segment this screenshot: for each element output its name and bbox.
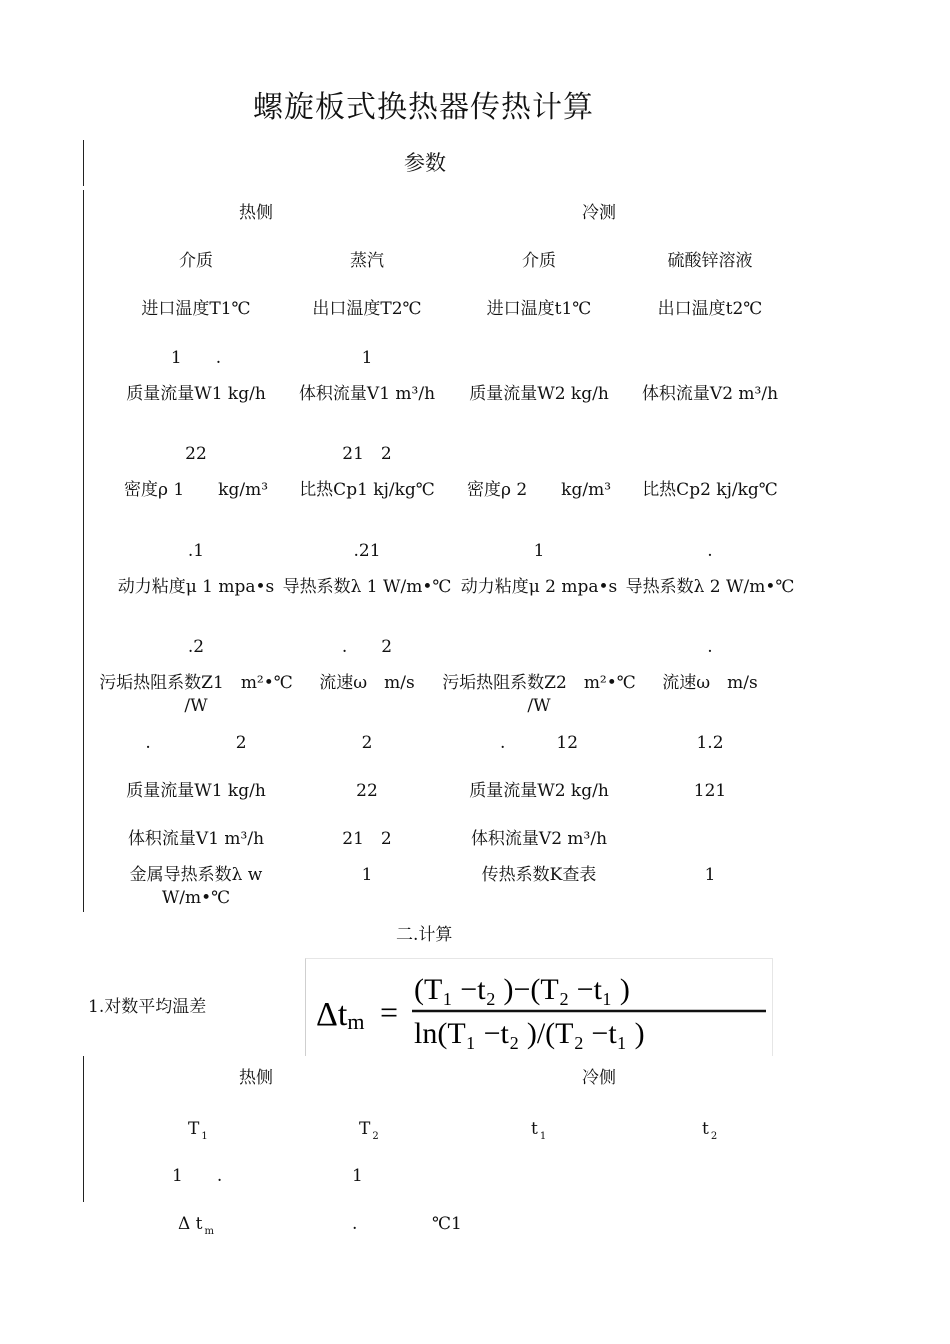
param-cell-r8-c0: .2 bbox=[187, 637, 205, 657]
temp-header-t1: t $_1$ bbox=[531, 1119, 547, 1142]
param-cell-r12-c0: 体积流量V1 m³/h bbox=[127, 829, 265, 849]
param-cell-r9-c0: 污垢热阻系数Z1 m²•℃ /W bbox=[99, 673, 293, 716]
param-cell-r3-c2: 质量流量W2 kg/h bbox=[469, 384, 609, 404]
table-left-border-lower bbox=[83, 1056, 84, 1202]
temp-header-t2: t $_2$ bbox=[702, 1119, 718, 1142]
lmtd-result-value: . bbox=[352, 1214, 358, 1234]
param-cell-r13-c0: 金属导热系数λ w W/m•℃ bbox=[129, 865, 263, 908]
param-cell-r1-c0: 进口温度T1℃ bbox=[141, 299, 251, 319]
hot-side-header: 热侧 bbox=[239, 203, 273, 223]
param-cell-r5-c3: 比热Cp2 kj/kg℃ bbox=[642, 480, 778, 500]
param-cell-r1-c3: 出口温度t2℃ bbox=[657, 299, 763, 319]
param-cell-r5-c2: 密度ρ 2 kg/m³ bbox=[466, 480, 612, 500]
lmtd-result-label: Δ t $_m$ bbox=[178, 1214, 214, 1237]
param-cell-r5-c1: 比热Cp1 kj/kg℃ bbox=[299, 480, 435, 500]
cold-side-header: 冷测 bbox=[582, 203, 616, 223]
formula-denominator: ln(T₁ −t₂ )/(T₂ −t₁ ) bbox=[414, 1017, 645, 1050]
param-cell-r11-c0: 质量流量W1 kg/h bbox=[126, 781, 266, 801]
param-cell-r0-c0: 介质 bbox=[179, 251, 213, 271]
param-cell-r0-c1: 蒸汽 bbox=[350, 251, 384, 271]
param-cell-r1-c1: 出口温度T2℃ bbox=[312, 299, 422, 319]
param-cell-r13-c2: 传热系数K查表 bbox=[481, 865, 597, 885]
param-cell-r7-c2: 动力粘度μ 2 mpa•s bbox=[460, 577, 618, 597]
param-cell-r9-c1: 流速ω m/s bbox=[319, 673, 415, 693]
temp-value-T1: 1 . bbox=[172, 1166, 223, 1186]
param-cell-r0-c2: 介质 bbox=[522, 251, 556, 271]
param-cell-r2-c0: 1 . bbox=[170, 348, 222, 368]
formula-numerator: (T₁ −t₂ )−(T₂ −t₁ ) bbox=[414, 973, 630, 1006]
param-cell-r10-c1: 2 bbox=[361, 733, 373, 753]
param-cell-r2-c1: 1 bbox=[361, 348, 373, 368]
param-cell-r8-c3: . bbox=[707, 637, 713, 657]
param-cell-r7-c3: 导热系数λ 2 W/m•℃ bbox=[625, 577, 795, 597]
param-cell-r12-c1: 21 2 bbox=[342, 829, 392, 849]
param-cell-r3-c0: 质量流量W1 kg/h bbox=[126, 384, 266, 404]
param-cell-r10-c3: 1.2 bbox=[696, 733, 724, 753]
param-cell-r8-c1: . 2 bbox=[341, 637, 393, 657]
param-cell-r6-c3: . bbox=[707, 541, 713, 561]
table-left-border-top bbox=[83, 140, 84, 186]
param-cell-r3-c3: 体积流量V2 m³/h bbox=[641, 384, 779, 404]
lmtd-result-unit: ℃1 bbox=[432, 1214, 462, 1234]
param-cell-r6-c1: .21 bbox=[353, 541, 381, 561]
param-cell-r3-c1: 体积流量V1 m³/h bbox=[298, 384, 436, 404]
param-cell-r11-c3: 121 bbox=[693, 781, 727, 801]
lmtd-formula-image bbox=[305, 958, 773, 1056]
param-cell-r9-c3: 流速ω m/s bbox=[662, 673, 758, 693]
section-heading-calc: 二.计算 bbox=[396, 925, 453, 945]
temp-header-T2: T $_2$ bbox=[359, 1119, 379, 1142]
cold-side-header-2: 冷侧 bbox=[582, 1068, 616, 1088]
param-cell-r7-c0: 动力粘度μ 1 mpa•s bbox=[117, 577, 275, 597]
document-title: 螺旋板式换热器传热计算 bbox=[253, 90, 594, 125]
param-cell-r9-c2: 污垢热阻系数Z2 m²•℃ /W bbox=[442, 673, 636, 716]
hot-side-header-2: 热侧 bbox=[239, 1068, 273, 1088]
param-cell-r10-c2: . 12 bbox=[499, 733, 579, 753]
temp-value-T2: 1 bbox=[352, 1166, 363, 1186]
section-heading-params: 参数 bbox=[404, 151, 446, 175]
param-cell-r0-c3: 硫酸锌溶液 bbox=[667, 251, 753, 271]
param-cell-r12-c2: 体积流量V2 m³/h bbox=[470, 829, 608, 849]
param-cell-r13-c3: 1 bbox=[704, 865, 716, 885]
param-cell-r7-c1: 导热系数λ 1 W/m•℃ bbox=[282, 577, 452, 597]
formula-equals: = bbox=[380, 994, 399, 1030]
formula-lhs: Δtm bbox=[316, 996, 365, 1034]
param-cell-r4-c0: 22 bbox=[185, 444, 207, 464]
param-cell-r6-c0: .1 bbox=[187, 541, 205, 561]
param-cell-r1-c2: 进口温度t1℃ bbox=[486, 299, 592, 319]
temp-header-T1: T $_1$ bbox=[188, 1119, 208, 1142]
param-cell-r11-c1: 22 bbox=[356, 781, 378, 801]
param-cell-r4-c1: 21 2 bbox=[342, 444, 392, 464]
param-cell-r6-c2: 1 bbox=[533, 541, 545, 561]
log-mean-temp-label: 1.对数平均温差 bbox=[88, 997, 207, 1017]
param-cell-r5-c0: 密度ρ 1 kg/m³ bbox=[123, 480, 269, 500]
param-cell-r13-c1: 1 bbox=[361, 865, 373, 885]
table-left-border-main bbox=[83, 190, 84, 912]
param-cell-r10-c0: . 2 bbox=[145, 733, 247, 753]
param-cell-r11-c2: 质量流量W2 kg/h bbox=[469, 781, 609, 801]
